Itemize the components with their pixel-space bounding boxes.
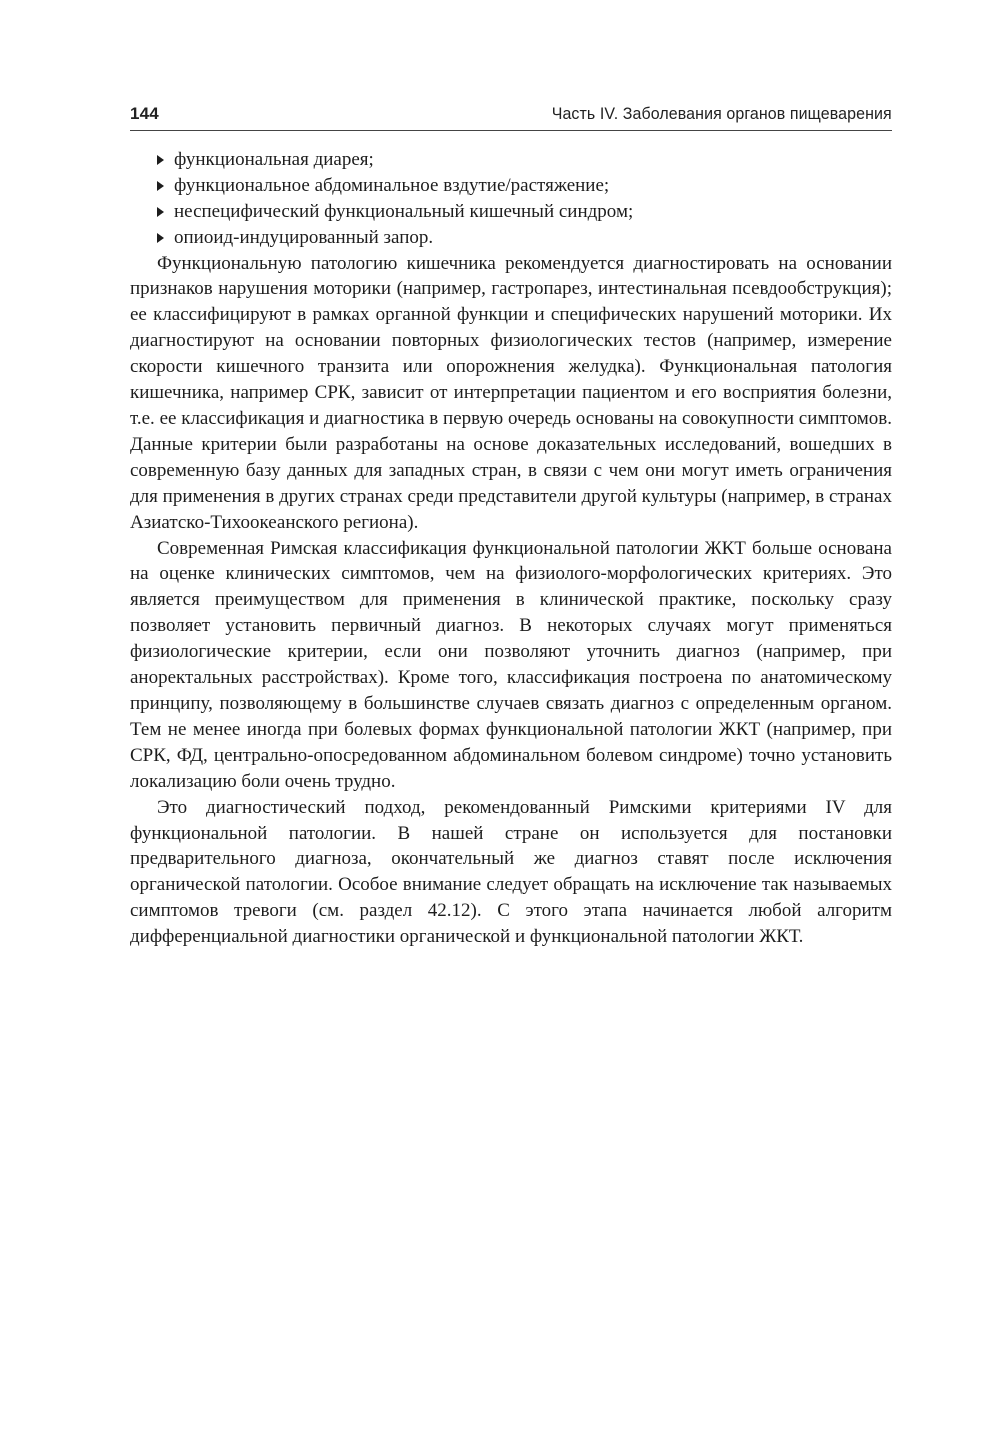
bullet-list xyxy=(130,147,892,251)
list-item xyxy=(130,199,892,225)
list-item xyxy=(130,225,892,251)
triangle-bullet-icon xyxy=(157,155,164,165)
page-number: 144 xyxy=(130,104,159,123)
list-item xyxy=(130,147,892,173)
running-head xyxy=(130,104,892,134)
list-item-text: функциональное абдоминальное вздутие/растяжение; xyxy=(174,174,610,196)
triangle-bullet-icon xyxy=(157,233,164,243)
paragraph-diagnostic-approach: Это диагностический подход, рекомендованный Римскими критериями IV для функциональной патологии. В нашей стране он используется для постановки предварительного диагноза, окончательный же диагноз ставят после исключения органической патологии. Особое внимание следует обращать на исключение так называемых симптомов тревоги (см. раздел 42.12). С этого этапа начинается любой алгоритм дифференциальной диагностики органической и функциональной патологии ЖКТ. xyxy=(130,796,892,948)
section-title: Часть IV. Заболевания органов пищеварения xyxy=(551,104,892,123)
list-item-text: опиоид-индуцированный запор. xyxy=(174,226,434,248)
paragraph-rome-classification: Современная Римская классификация функциональной патологии ЖКТ больше основана на оценке клинических симптомов, чем на физиолого-морфологических критериях. Это является преимуществом для применения в клинической практике, поскольку сразу позволяет установить первичный диагноз. В некоторых случаях могут применяться физиологические критерии, если они позволяют уточнить диагноз (например, при аноректальных расстройствах). Кроме того, классификация построена по анатомическому принципу, позволяющему в большинстве случаев связать диагноз с определенным органом. Тем не менее иногда при болевых формах функциональной патологии ЖКТ (например, при СРК, ФД, центрально-опосредованном абдоминальном болевом синдроме) точно установить локализацию боли очень трудно. xyxy=(130,537,892,792)
list-item xyxy=(130,173,892,199)
paragraph-functional-pathology: Функциональную патологию кишечника рекомендуется диагностировать на основании признаков нарушения моторики (например, гастропарез, интестинальная псевдообструкция); ее классифицируют в рамках органной функции и специфических нарушений моторики. Их диагностируют на основании повторных физиологических тестов (например, измерение скорости кишечного транзита или опорожнения желудка). Функциональная патология кишечника, например СРК, зависит от интерпретации пациентом и его восприятия болезни, т.е. ее классификация и диагностика в первую очередь основаны на совокупности симптомов. Данные критерии были разработаны на основе доказательных исследований, вошедших в современную базу данных для западных стран, в связи с чем они могут иметь ограничения для применения в других странах среди представители другой культуры (например, в странах Азиатско-Тихоокеанского региона). xyxy=(130,252,892,533)
body-text xyxy=(130,147,892,950)
triangle-bullet-icon xyxy=(157,207,164,217)
triangle-bullet-icon xyxy=(157,181,164,191)
header-divider xyxy=(130,130,892,131)
list-item-text: неспецифический функциональный кишечный синдром; xyxy=(174,200,634,222)
list-item-text: функциональная диарея; xyxy=(174,149,374,170)
